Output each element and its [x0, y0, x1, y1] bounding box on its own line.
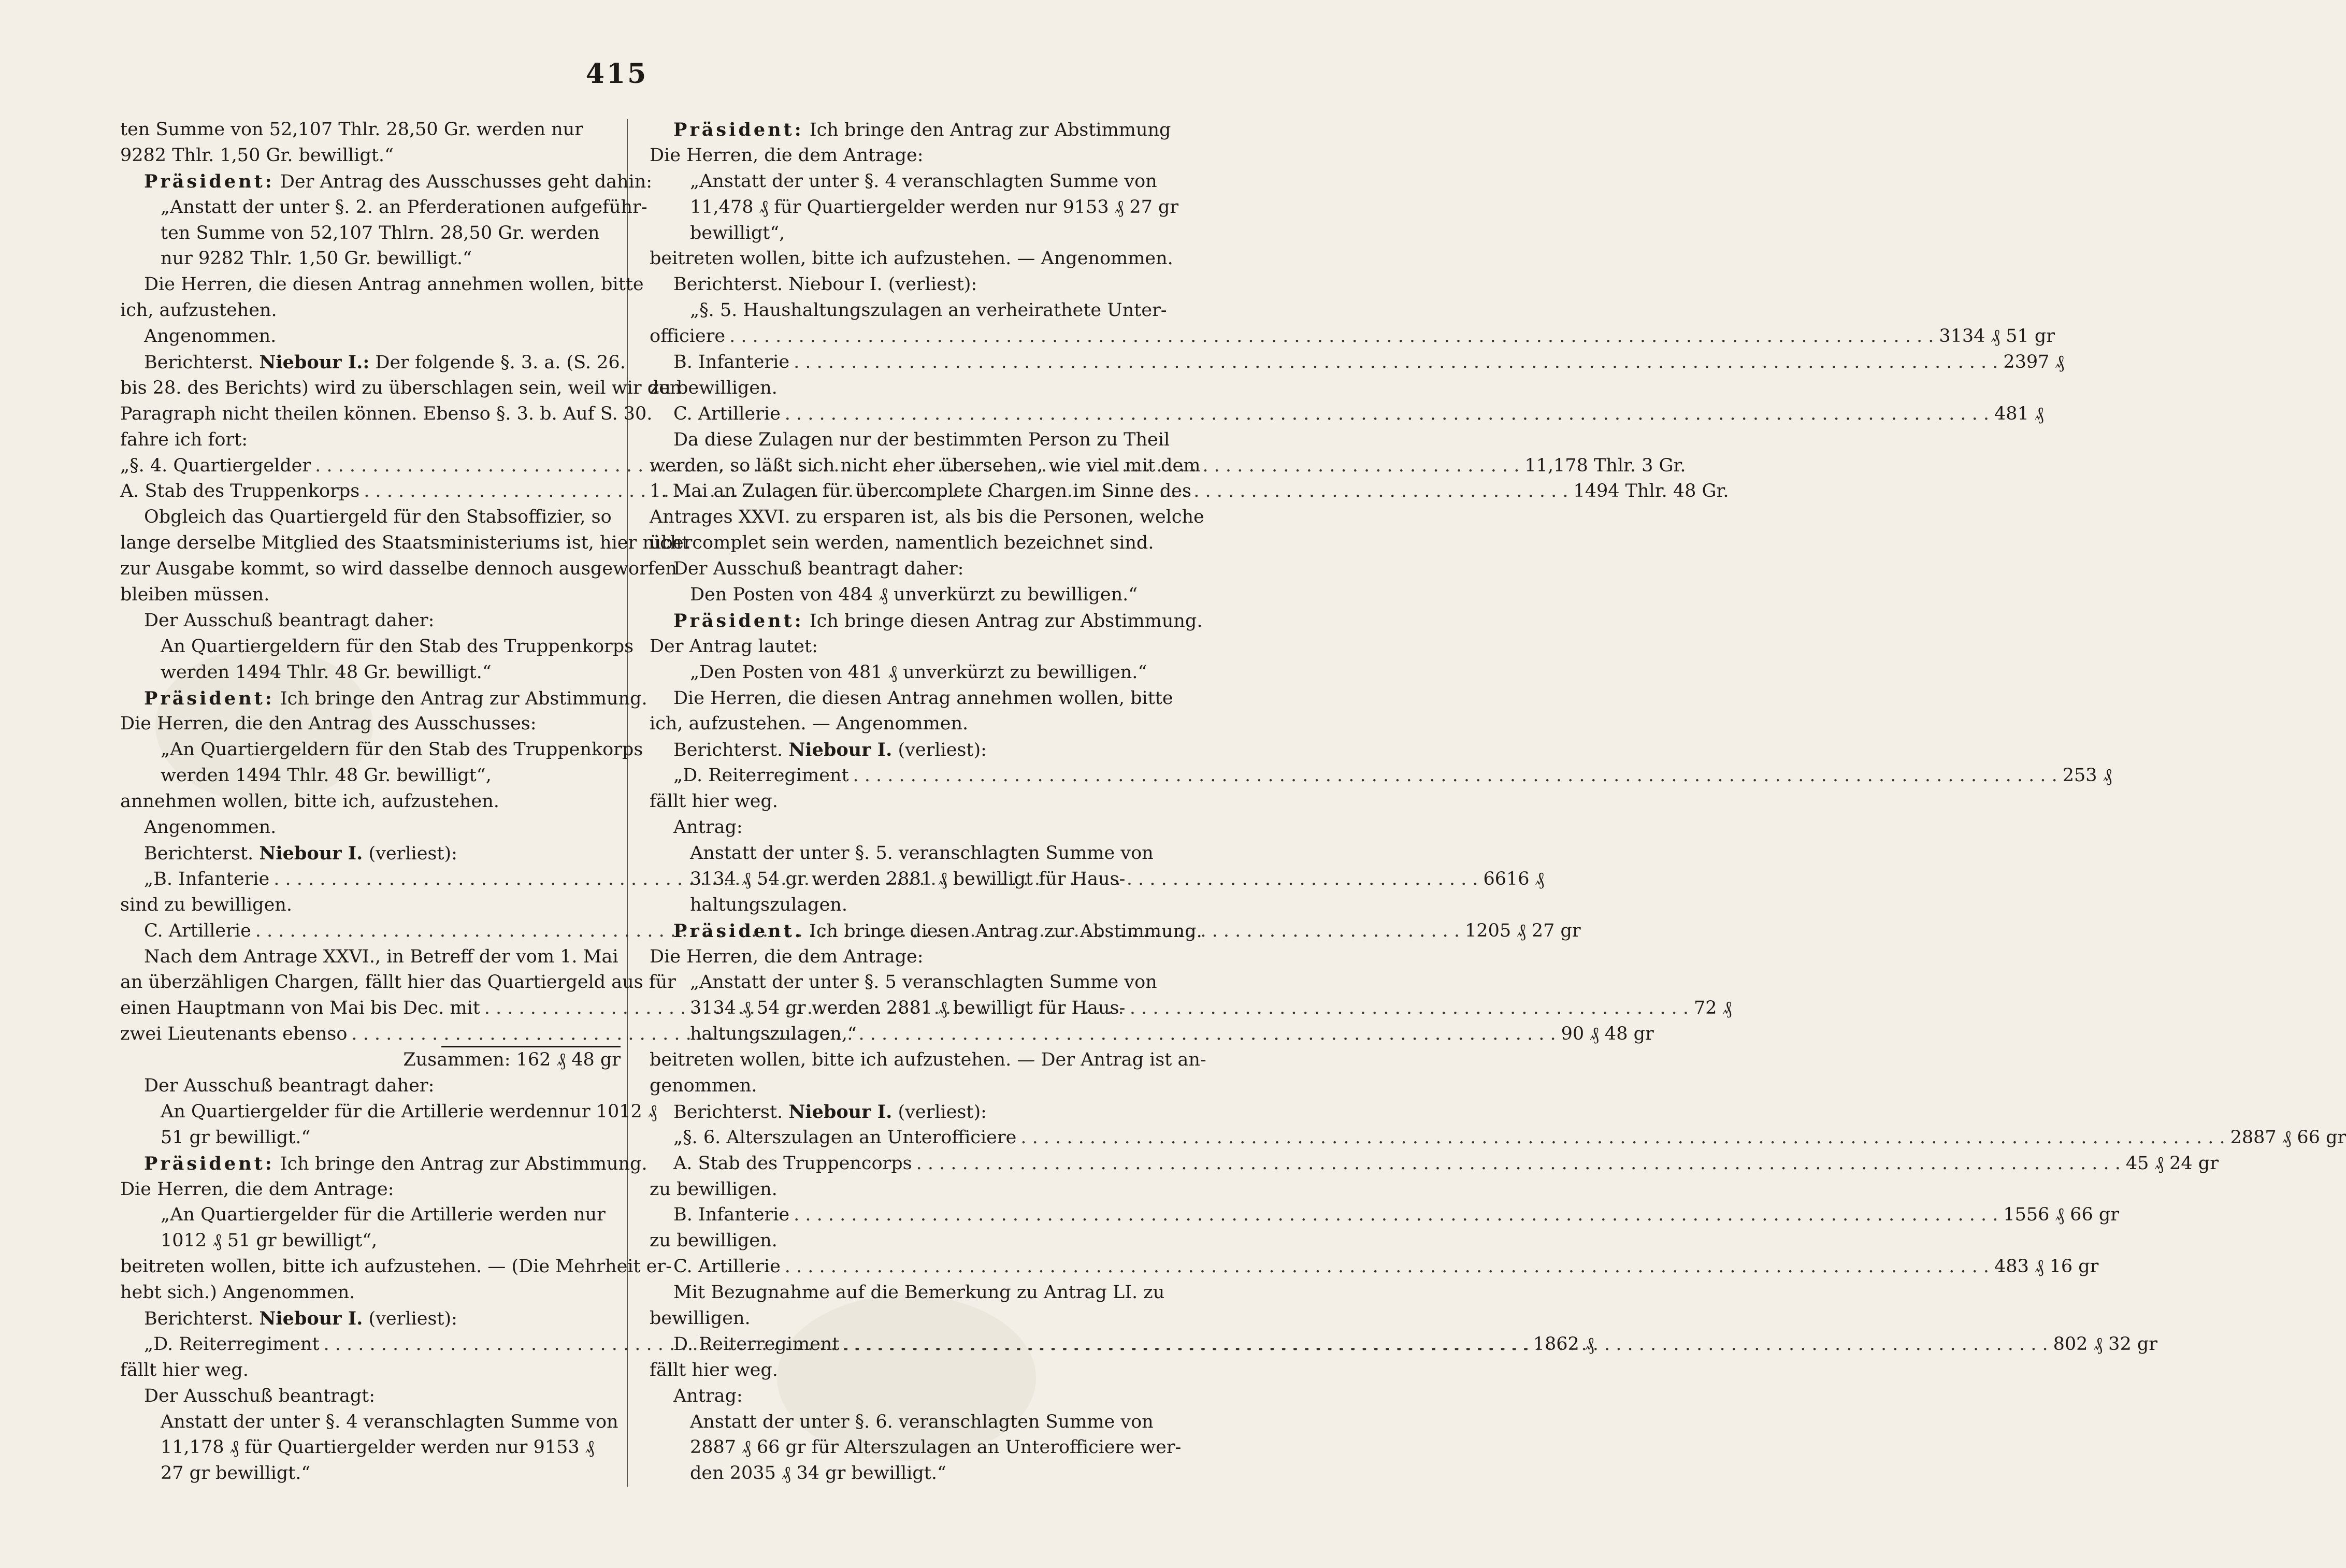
line-text: Ich bringe den Antrag zur Abstimmung.: [280, 1153, 647, 1174]
text-line: [650, 1384, 1150, 1409]
line-text: (verliest):: [368, 1308, 457, 1329]
text-line: [120, 272, 644, 298]
line-text: Der Ausschuß beantragt daher:: [673, 558, 964, 580]
ledger-row: B. Infanterie . . . 1556 ₰ 66 gr: [650, 1202, 1150, 1228]
text-line: [120, 143, 621, 169]
text-line: [650, 1409, 1154, 1435]
line-text: beitreten wollen, bitte ich aufzustehen. — Der Antrag ist an-: [650, 1049, 1206, 1071]
line-text: Der Ausschuß beantragt daher:: [144, 1075, 435, 1096]
text-line: [120, 634, 634, 660]
text-line: [650, 427, 1170, 453]
text-line: [120, 608, 621, 634]
line-text: Die Herren, die dem Antrage:: [650, 145, 924, 166]
line-text: Ich bringe diesen Antrag zur Abstimmung.: [809, 920, 1202, 942]
ledger-row: C. Artillerie . . . 481 ₰: [650, 401, 1150, 427]
speaker-label: Berichterst.: [673, 740, 783, 761]
text-line: [650, 221, 1150, 247]
text-line: [650, 1358, 1150, 1384]
text-line: zu bewilligen.: [650, 1178, 778, 1200]
text-line: [120, 841, 621, 867]
text-line: [120, 1358, 621, 1384]
line-text: Obgleich das Quartiergeld für den Stabsoffizier, so: [144, 507, 612, 528]
line-text: Der folgende §. 3. a. (S. 26.: [375, 352, 626, 373]
line-text: „An Quartiergelder für die Artillerie werden nur: [161, 1204, 606, 1226]
text-line: [650, 246, 1173, 272]
text-line: [120, 1073, 621, 1099]
line-text: haltungszulagen.: [690, 894, 847, 915]
ledger-row: einen Hauptmann von Mai bis Dec. mit . . . 72 ₰: [120, 996, 621, 1022]
line-text: werden 1494 Thlr. 48 Gr. bewilligt“,: [161, 765, 492, 786]
text-line: [120, 582, 621, 608]
left-block-2: [120, 505, 689, 866]
text-line: [650, 841, 1154, 867]
text-line: [120, 1099, 657, 1125]
ledger-row: „B. Infanterie . . . 6616 ₰: [120, 867, 621, 893]
line-text: Die Herren, die den Antrag des Ausschusses:: [120, 713, 537, 735]
text-line: [650, 893, 1150, 918]
line-text: beitreten wollen, bitte ich aufzustehen. — Angenommen.: [650, 248, 1173, 269]
line-text: (verliest):: [368, 843, 457, 864]
text-line: [650, 1073, 1150, 1099]
line-text: bleiben müssen.: [120, 584, 270, 606]
text-line: [650, 453, 1201, 479]
text-line: [650, 867, 1150, 893]
ledger-row: A. Stab des Truppencorps . . . 45 ₰ 24 gr: [650, 1151, 1150, 1177]
text-line: [650, 143, 1150, 169]
page-number: 415: [585, 58, 649, 90]
line-text: werden, so läßt sich nicht eher übersehen, wie viel mit dem: [650, 455, 1201, 476]
line-text: hebt sich.) Angenommen.: [120, 1282, 355, 1303]
line-text: Paragraph nicht theilen können. Ebenso §. 3. b. Auf S. 30.: [120, 403, 653, 424]
ledger-row: „§. 6. Alterszulagen an Unterofficiere . . . 2887 ₰ 66 gr: [650, 1125, 1150, 1151]
text-line: [120, 789, 621, 815]
line-text: Ich bringe den Antrag zur Abstimmung: [809, 120, 1171, 140]
text-line: [120, 530, 689, 556]
line-text: genommen.: [650, 1075, 757, 1096]
text-line: [650, 815, 1150, 841]
ledger-row: „D. Reiterregiment . . . 1862 ₰: [120, 1332, 621, 1358]
ledger-row: B. Infanterie . . . 2397 ₰: [650, 350, 1150, 376]
text-line: [120, 711, 621, 737]
line-text: Anstatt der unter §. 4 veranschlagten Summe von: [161, 1411, 618, 1432]
line-text: „An Quartiergeldern für den Stab des Truppenkorps: [161, 739, 643, 760]
right-block-2: [650, 427, 1204, 764]
line-text: Der Ausschuß beantragt daher:: [144, 610, 435, 631]
speaker-label: Präsident:: [144, 170, 275, 192]
text-line: [120, 505, 621, 530]
line-text: Die Herren, die diesen Antrag annehmen wollen, bitte: [673, 687, 1173, 709]
line-text: „§. 5. Haushaltungszulagen an verheirathete Unter-: [690, 300, 1167, 321]
line-text: Antrages XXVI. zu ersparen ist, als bis die Personen, welche: [650, 507, 1204, 528]
ledger-row: C. Artillerie . . . 1205 ₰ 27 gr: [120, 918, 621, 944]
text-line: [650, 634, 1150, 660]
text-line: [650, 195, 1179, 221]
text-line: [120, 298, 621, 324]
speaker-label: Berichterst.: [673, 1101, 783, 1123]
text-line: [120, 763, 621, 789]
text-line: [120, 1151, 647, 1177]
speaker-name: Niebour I.: [788, 1101, 893, 1123]
text-line: [650, 530, 1154, 556]
speaker-label: Präsident:: [673, 119, 804, 140]
text-line: [650, 1047, 1206, 1073]
line-text: ten Summe von 52,107 Thlr. 28,50 Gr. werden nur: [120, 119, 583, 140]
speaker-name: Niebour I.: [259, 842, 363, 864]
speaker-name: Niebour I.:: [259, 352, 370, 373]
line-text: den 2035 ₰ 34 gr bewilligt.“: [690, 1463, 946, 1484]
speaker-label: Präsident.: [673, 920, 803, 942]
text-line: [120, 1384, 621, 1409]
left-block-4: [120, 1073, 672, 1332]
ledger-row: C. Artillerie . . . 483 ₰ 16 gr: [650, 1254, 1150, 1280]
text-line: [650, 1435, 1182, 1461]
line-text: 3134 ₰ 54 gr werden 2881 ₰ bewilligt für Haus-: [690, 998, 1126, 1019]
text-line: [650, 996, 1150, 1022]
text-line: [650, 1022, 1150, 1047]
text-line: [650, 944, 1150, 970]
line-text: bewilligt“,: [690, 222, 785, 243]
text-line: [120, 169, 653, 195]
left-block-3: [120, 944, 676, 996]
line-text: bis 28. des Berichts) wird zu überschlagen sein, weil wir den: [120, 377, 682, 398]
line-text: 3134 ₰ 54 gr werden 2881 ₰ bewilligt für Haus-: [690, 868, 1126, 889]
text-line: [120, 660, 621, 686]
line-text: Ich bringe den Antrag zur Abstimmung.: [280, 688, 647, 709]
text-line: [120, 1228, 621, 1254]
line-text: Da diese Zulagen nur der bestimmten Person zu Theil: [673, 429, 1170, 450]
line-text: Der Antrag des Ausschusses geht dahin:: [280, 171, 653, 192]
line-text: Ich bringe diesen Antrag zur Abstimmung.: [809, 610, 1203, 631]
right-block-5: [650, 1358, 1182, 1487]
line-text: ich, aufzustehen. — Angenommen.: [650, 713, 969, 735]
text-line: [650, 1280, 1165, 1306]
line-text: Berichterst. Niebour I. (verliest):: [673, 274, 977, 295]
text-line: [120, 970, 676, 996]
ledger-row: D. Reiterregiment . . . 802 ₰ 32 gr: [650, 1332, 1150, 1358]
right-block-1: [650, 117, 1179, 324]
text-line: [650, 660, 1150, 686]
line-text: Die Herren, die dem Antrage:: [120, 1178, 394, 1200]
line-text: nur 9282 Thlr. 1,50 Gr. bewilligt.“: [161, 248, 472, 269]
text-line: [120, 376, 682, 401]
right-block-4: [650, 1280, 1165, 1332]
text-line: [650, 117, 1171, 143]
line-text: Mit Bezugnahme auf die Bemerkung zu Antrag LI. zu: [673, 1282, 1165, 1303]
text-line: [120, 737, 643, 763]
line-text: an überzähligen Chargen, fällt hier das Quartiergeld aus für: [120, 972, 676, 993]
text-line: [650, 789, 1150, 815]
text-line: [120, 246, 621, 272]
line-text: ich, aufzustehen.: [120, 300, 277, 321]
text-line: [650, 169, 1157, 195]
text-line: [120, 944, 621, 970]
text-line: [120, 1306, 621, 1332]
text-line: [650, 582, 1150, 608]
line-text: werden 1494 Thlr. 48 Gr. bewilligt.“: [161, 661, 492, 683]
text-line: [650, 918, 1202, 944]
text-line: [120, 1280, 621, 1306]
line-text: übercomplet sein werden, namentlich bezeichnet sind.: [650, 533, 1154, 554]
line-text: (verliest):: [898, 1101, 987, 1123]
line-text: bewilligen.: [650, 1307, 751, 1329]
line-text: „Anstatt der unter §. 2. an Pferderationen aufgeführ-: [161, 196, 647, 218]
line-text: Antrag:: [673, 817, 743, 838]
speaker-label: Präsident:: [673, 610, 804, 631]
line-text: Den Posten von 484 ₰ unverkürzt zu bewilligen.“: [690, 584, 1138, 606]
ledger-row: „D. Reiterregiment . . . 253 ₰: [650, 763, 1150, 789]
text-line: zu bewilligen.: [650, 1230, 778, 1251]
speaker-name: Niebour I.: [788, 739, 893, 761]
text-line: [650, 1461, 1150, 1487]
text-line: [650, 556, 1150, 582]
line-text: 2887 ₰ 66 gr für Alterszulagen an Unterofficiere wer-: [690, 1437, 1182, 1458]
text-line: [120, 195, 647, 221]
line-text: haltungszulagen,“: [690, 1024, 857, 1045]
text-line: [120, 1177, 621, 1203]
right-block-3: [650, 789, 1206, 1125]
text-line: [120, 1461, 621, 1487]
text-line: [650, 272, 1150, 298]
line-text: Anstatt der unter §. 5. veranschlagten Summe von: [690, 842, 1154, 864]
text-line: [120, 1435, 621, 1461]
line-text: Nach dem Antrage XXVI., in Betreff der vom 1. Mai: [144, 946, 618, 967]
text-line: [650, 608, 1203, 634]
line-text: An Quartiergeldern für den Stab des Truppenkorps: [161, 636, 634, 657]
line-text: Anstatt der unter §. 6. veranschlagten Summe von: [690, 1411, 1154, 1432]
text-line: [120, 815, 621, 841]
text-line: [650, 970, 1157, 996]
text-line: [650, 737, 1150, 763]
line-text: Angenommen.: [144, 817, 277, 838]
line-text: fällt hier weg.: [650, 1359, 778, 1380]
line-text: 1. Mai an Zulagen für übercomplete Chargen im Sinne des: [650, 481, 1191, 502]
line-text: Die Herren, die diesen Antrag annehmen wollen, bitte: [144, 274, 644, 295]
line-text: 27 gr bewilligt.“: [161, 1463, 311, 1484]
line-text: 51 gr bewilligt.“: [161, 1127, 311, 1148]
line-text: ten Summe von 52,107 Thlrn. 28,50 Gr. werden: [161, 222, 600, 243]
text-line: [120, 324, 621, 350]
text-line: [650, 505, 1204, 530]
text-line: zu bewilligen.: [650, 377, 778, 398]
text-line: [650, 1306, 1150, 1332]
line-text: Die Herren, die dem Antrage:: [650, 946, 924, 967]
text-line: [650, 711, 1150, 737]
line-text: „Den Posten von 481 ₰ unverkürzt zu bewilligen.“: [690, 661, 1147, 683]
line-text: 11,178 ₰ für Quartiergelder werden nur 9153 ₰: [161, 1437, 595, 1458]
total-line: Zusammen: 162 ₰ 48 gr: [403, 1049, 621, 1071]
line-text: 1012 ₰ 51 gr bewilligt“,: [161, 1230, 378, 1251]
line-text: zur Ausgabe kommt, so wird dasselbe dennoch ausgeworfen: [120, 558, 678, 580]
text-line: [120, 686, 647, 712]
line-text: (verliest):: [898, 740, 987, 761]
text-line: [650, 686, 1173, 712]
text-line: [120, 221, 621, 247]
ledger-row: „§. 4. Quartiergelder . . . 11,178 Thlr. 3 Gr.: [120, 453, 621, 479]
text-line: [650, 298, 1167, 324]
line-text: fahre ich fort:: [120, 429, 248, 450]
line-text: Angenommen.: [144, 326, 277, 347]
text-line: [120, 1254, 672, 1280]
line-text: beitreten wollen, bitte ich aufzustehen. — (Die Mehrheit er-: [120, 1256, 672, 1277]
line-text: Der Ausschuß beantragt:: [144, 1385, 376, 1406]
line-text: 9282 Thlr. 1,50 Gr. bewilligt.“: [120, 145, 394, 166]
text-line: [120, 1202, 621, 1228]
ledger-row: officiere . . . 3134 ₰ 51 gr: [650, 324, 1150, 350]
line-text: annehmen wollen, bitte ich, aufzustehen.: [120, 791, 499, 812]
text-line: [120, 1125, 621, 1151]
speaker-label: Berichterst.: [144, 1308, 254, 1329]
text-line: [120, 1409, 621, 1435]
column-divider: [627, 119, 628, 1487]
speaker-label: Präsident:: [144, 687, 275, 709]
line-text: fällt hier weg.: [650, 791, 778, 812]
speaker-label: Präsident:: [144, 1153, 275, 1174]
line-text: fällt hier weg.: [120, 1359, 249, 1380]
left-block-5: [120, 1358, 621, 1487]
text-line: [120, 401, 653, 427]
text-line: [120, 350, 626, 376]
line-text: 11,478 ₰ für Quartiergelder werden nur 9153 ₰ 27 gr: [690, 196, 1179, 218]
speaker-name: Niebour I.: [259, 1307, 363, 1329]
text-line: [120, 117, 621, 143]
line-text: Der Antrag lautet:: [650, 636, 818, 657]
ledger-row: zwei Lieutenants ebenso . . . 90 ₰ 48 gr: [120, 1022, 621, 1047]
text-line: [120, 556, 678, 582]
line-text: An Quartiergelder für die Artillerie werdennur 1012 ₰: [161, 1101, 657, 1122]
speaker-label: Berichterst.: [144, 352, 254, 373]
ledger-row: A. Stab des Truppenkorps . . . 1494 Thlr. 48 Gr.: [120, 479, 621, 505]
line-text: Antrag:: [673, 1385, 743, 1406]
text-line: [650, 1099, 1150, 1125]
line-text: „Anstatt der unter §. 4 veranschlagten Summe von: [690, 170, 1157, 192]
line-text: lange derselbe Mitglied des Staatsministeriums ist, hier nicht: [120, 533, 689, 554]
line-text: „Anstatt der unter §. 5 veranschlagten Summe von: [690, 972, 1157, 993]
speaker-label: Berichterst.: [144, 843, 254, 864]
text-line: [120, 427, 621, 453]
text-line: [650, 479, 1191, 505]
left-block-1: [120, 117, 682, 453]
text-line: sind zu bewilligen.: [120, 894, 292, 915]
